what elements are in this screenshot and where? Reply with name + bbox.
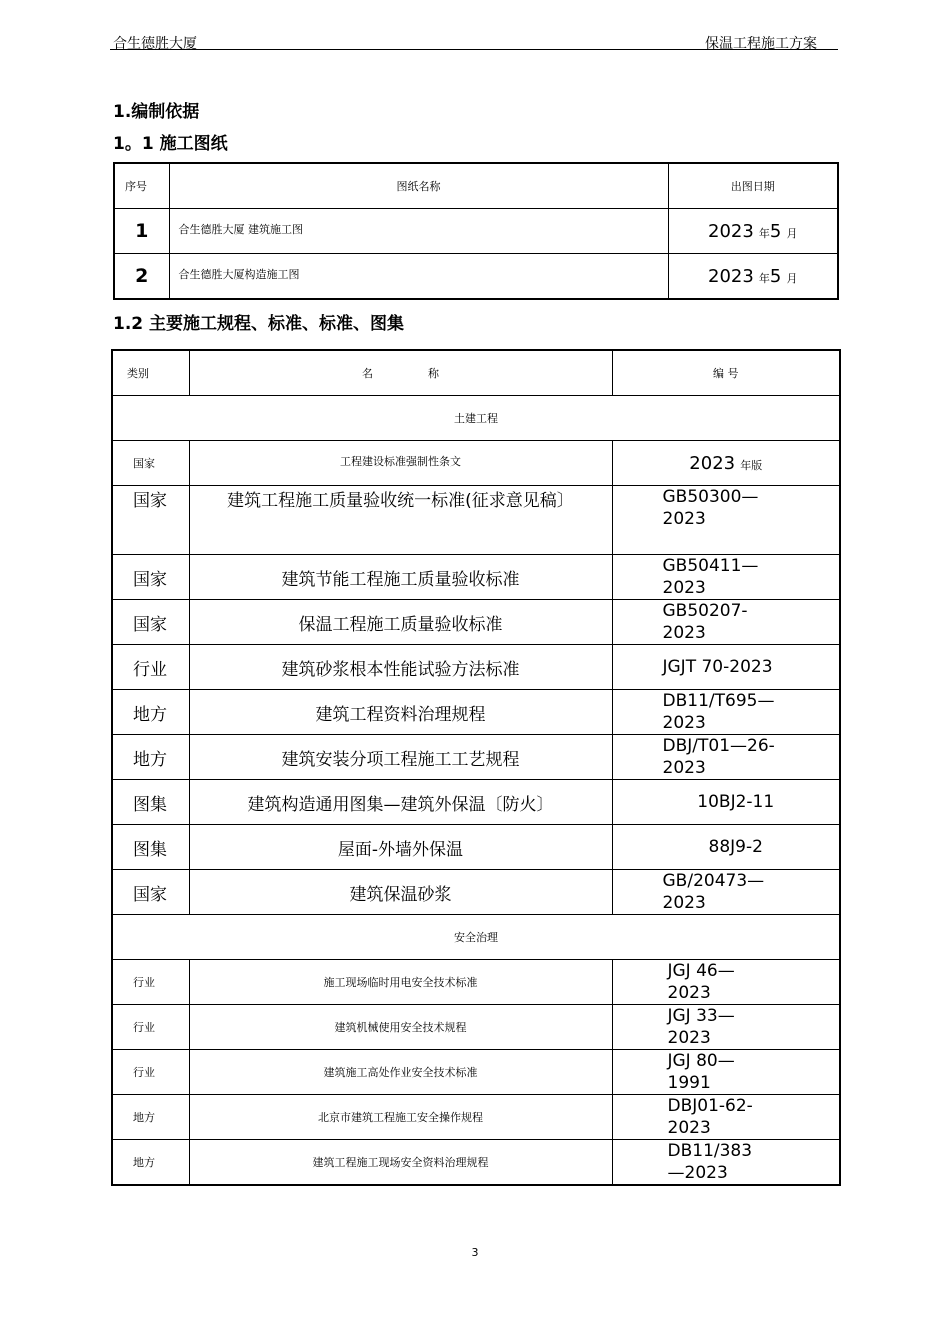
- section-heading-1-2: 1.2 主要施工规程、标准、标准、图集: [113, 314, 405, 334]
- group-row: [112, 915, 840, 960]
- col-header-name: 图纸名称: [169, 163, 668, 209]
- row-code-year: 2023: [689, 452, 736, 474]
- date-year: 2023: [708, 265, 754, 287]
- drawing-no: 2: [114, 254, 169, 300]
- drawing-date: [668, 254, 838, 300]
- header-left: 合生德胜大厦: [113, 36, 197, 52]
- row-cat: 国家: [112, 555, 189, 600]
- table-row: [112, 600, 840, 645]
- group-safety: 安全治理: [112, 915, 840, 960]
- date-month: 5: [769, 220, 782, 242]
- table-row: [112, 645, 840, 690]
- row-cat: 图集: [112, 780, 189, 825]
- row-cat: 行业: [112, 1005, 189, 1050]
- row-code: DBJ01-62-2023: [612, 1095, 840, 1140]
- table-row: [112, 486, 840, 555]
- row-cat: 国家: [112, 441, 189, 486]
- col-header-cat: 类别: [112, 350, 189, 396]
- col-header-date: 出图日期: [668, 163, 838, 209]
- row-name: 建筑砂浆根本性能试验方法标准: [189, 645, 612, 690]
- table-row: [112, 960, 840, 1005]
- col-header-no: 序号: [114, 163, 169, 209]
- table-row: [112, 825, 840, 870]
- table-row: [112, 441, 840, 486]
- date-month: 5: [769, 265, 782, 287]
- table-header-row: [112, 350, 840, 396]
- date-year: 2023: [708, 220, 754, 242]
- row-name: 建筑工程施工质量验收统一标准(征求意见稿〕: [189, 486, 612, 555]
- row-code-suffix: 年版: [740, 458, 763, 472]
- row-name: 建筑机械使用安全技术规程: [189, 1005, 612, 1050]
- row-name: 建筑保温砂浆: [189, 870, 612, 915]
- col-header-code: 编 号: [612, 350, 840, 396]
- section-heading-1-1: 1。1 施工图纸: [113, 134, 228, 154]
- table-header-row: [114, 163, 838, 209]
- drawings-table: [113, 162, 839, 300]
- drawing-name: 合生德胜大厦构造施工图: [169, 254, 668, 300]
- row-name: 建筑施工高处作业安全技术标准: [189, 1050, 612, 1095]
- date-nian: 年: [758, 226, 770, 240]
- row-code: GB/20473—2023: [612, 870, 840, 915]
- row-cat: 地方: [112, 690, 189, 735]
- table-row: [112, 780, 840, 825]
- col-header-name-1: 名: [362, 367, 373, 380]
- row-cat: 图集: [112, 825, 189, 870]
- table-row: [112, 1095, 840, 1140]
- row-cat: 地方: [112, 1095, 189, 1140]
- row-code: DB11/T695—2023: [612, 690, 840, 735]
- table-row: [114, 254, 838, 300]
- row-name: 建筑安装分项工程施工工艺规程: [189, 735, 612, 780]
- row-code: GB50411—2023: [612, 555, 840, 600]
- drawing-name: 合生德胜大厦 建筑施工图: [169, 209, 668, 254]
- row-name: 建筑工程资料治理规程: [189, 690, 612, 735]
- row-code: GB50207-2023: [612, 600, 840, 645]
- row-cat: 国家: [112, 870, 189, 915]
- col-header-name: [189, 350, 612, 396]
- row-name: 建筑节能工程施工质量验收标准: [189, 555, 612, 600]
- row-code: JGJ 46—2023: [612, 960, 840, 1005]
- table-row: [112, 1140, 840, 1186]
- row-cat: 地方: [112, 1140, 189, 1186]
- row-name: 北京市建筑工程施工安全操作规程: [189, 1095, 612, 1140]
- group-row: [112, 396, 840, 441]
- row-cat: 国家: [112, 486, 189, 555]
- header-right: 保温工程施工方案: [705, 36, 817, 52]
- page-number: 3: [471, 1246, 479, 1259]
- table-row: [112, 735, 840, 780]
- row-cat: 地方: [112, 735, 189, 780]
- row-code: [612, 441, 840, 486]
- col-header-name-2: 称: [428, 367, 439, 380]
- standards-table: [111, 349, 841, 1186]
- row-cat: 行业: [112, 1050, 189, 1095]
- row-name: 工程建设标准强制性条文: [189, 441, 612, 486]
- drawing-no: 1: [114, 209, 169, 254]
- row-code: JGJ 80—1991: [612, 1050, 840, 1095]
- table-row: [114, 209, 838, 254]
- table-row: [112, 555, 840, 600]
- row-cat: 国家: [112, 600, 189, 645]
- row-code: JGJT 70-2023: [612, 645, 840, 690]
- group-civil: 土建工程: [112, 396, 840, 441]
- date-yue: 月: [786, 271, 798, 285]
- table-row: [112, 870, 840, 915]
- row-name: 屋面-外墙外保温: [189, 825, 612, 870]
- row-name: 建筑工程施工现场安全资料治理规程: [189, 1140, 612, 1186]
- row-cat: 行业: [112, 645, 189, 690]
- date-yue: 月: [786, 226, 798, 240]
- table-row: [112, 1005, 840, 1050]
- row-code: 10BJ2-11: [612, 780, 840, 825]
- table-row: [112, 1050, 840, 1095]
- row-code: DBJ/T01—26-2023: [612, 735, 840, 780]
- row-code: DB11/383—2023: [612, 1140, 840, 1186]
- row-name: 建筑构造通用图集—建筑外保温〔防火〕: [189, 780, 612, 825]
- row-name: 施工现场临时用电安全技术标准: [189, 960, 612, 1005]
- table-row: [112, 690, 840, 735]
- header-divider: [110, 49, 838, 50]
- section-heading-1: 1.编制依据: [113, 102, 200, 122]
- row-cat: 行业: [112, 960, 189, 1005]
- date-nian: 年: [758, 271, 770, 285]
- row-code: 88J9-2: [612, 825, 840, 870]
- row-code: JGJ 33—2023: [612, 1005, 840, 1050]
- row-code: GB50300—2023: [612, 486, 840, 555]
- drawing-date: [668, 209, 838, 254]
- row-name: 保温工程施工质量验收标准: [189, 600, 612, 645]
